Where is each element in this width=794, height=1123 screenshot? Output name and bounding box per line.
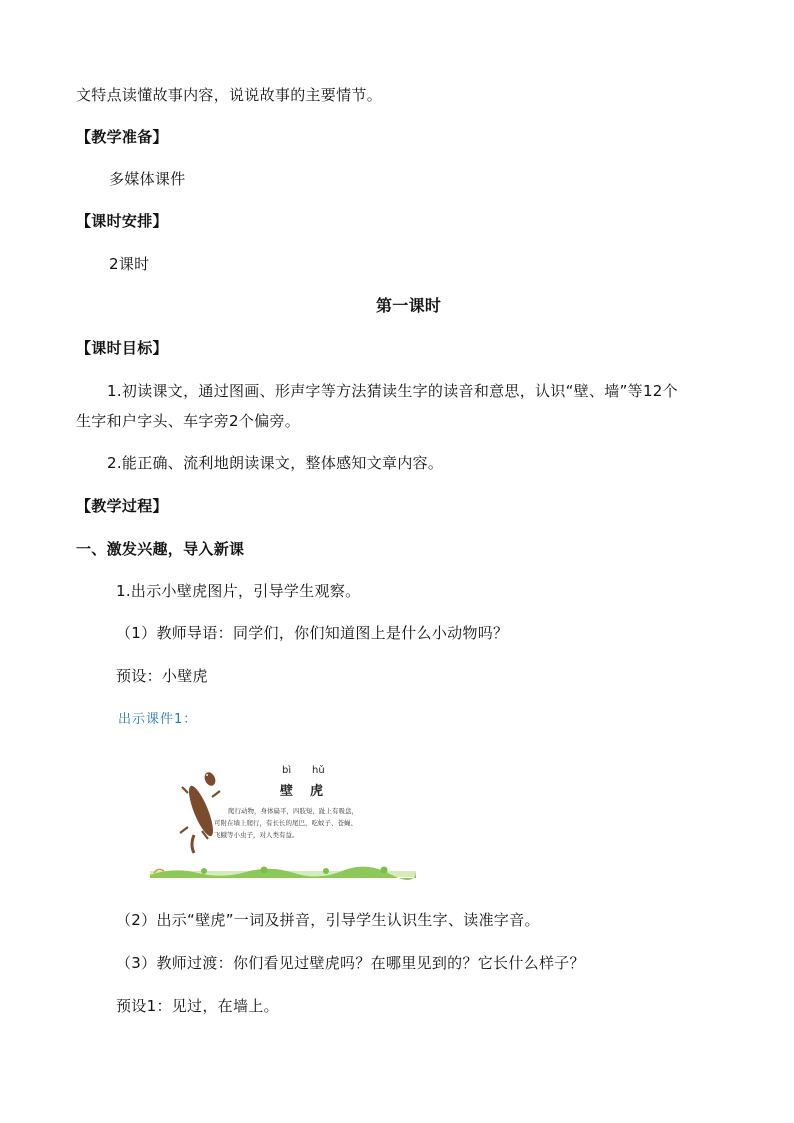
goals-heading: 【课时目标】 <box>76 339 168 357</box>
schedule-heading: 【课时安排】 <box>76 212 168 230</box>
step1-text: 1.出示小壁虎图片，引导学生观察。 <box>116 582 361 600</box>
prep-text: 多媒体课件 <box>109 170 186 188</box>
slide-desc-line1: 爬行动物，身体扁平，四肢短，趾上有吸盘， <box>228 807 358 815</box>
process-heading: 【教学过程】 <box>76 497 168 515</box>
schedule-text: 2课时 <box>109 255 150 273</box>
pinyin-hu: hǔ <box>312 765 325 776</box>
intro-text: 文特点读懂故事内容，说说故事的主要情节。 <box>76 86 383 104</box>
grass-icon <box>150 867 416 881</box>
slide-desc-line3: 飞蛾等小虫子，对人类有益。 <box>214 831 299 839</box>
char-hu: 虎 <box>310 784 324 799</box>
char-bi: 壁 <box>280 784 294 799</box>
courseware-slide <box>144 753 418 887</box>
courseware-caption: 出示课件1： <box>118 712 198 727</box>
step1-2-text: （2）出示“壁虎”一词及拼音，引导学生认识生字、读准字音。 <box>116 911 540 929</box>
goal1-line2: 生字和户字头、车字旁2个偏旁。 <box>76 412 301 430</box>
goal2-text: 2.能正确、流利地朗读课文，整体感知文章内容。 <box>107 454 444 472</box>
preset2-text: 预设1：见过，在墙上。 <box>116 997 279 1015</box>
preset1-text: 预设：小壁虎 <box>116 667 208 685</box>
prep-heading: 【教学准备】 <box>76 128 168 146</box>
slide-desc-line2: 可附在墙上爬行，有长长的尾巴，吃蚊子、苍蝇、 <box>214 819 357 827</box>
lesson-title: 第一课时 <box>376 296 442 315</box>
goal1-line1: 1.初读课文，通过图画、形声字等方法猜读生字的读音和意思，认识“壁、墙”等12个 <box>107 382 678 400</box>
step1-1-text: （1）教师导语：同学们，你们知道图上是什么小动物吗？ <box>116 624 509 642</box>
step1-3-text: （3）教师过渡：你们看见过壁虎吗？在哪里见到的？它长什么样子？ <box>116 954 585 972</box>
section1-heading: 一、激发兴趣，导入新课 <box>76 540 245 558</box>
pinyin-bi: bì <box>282 765 292 776</box>
